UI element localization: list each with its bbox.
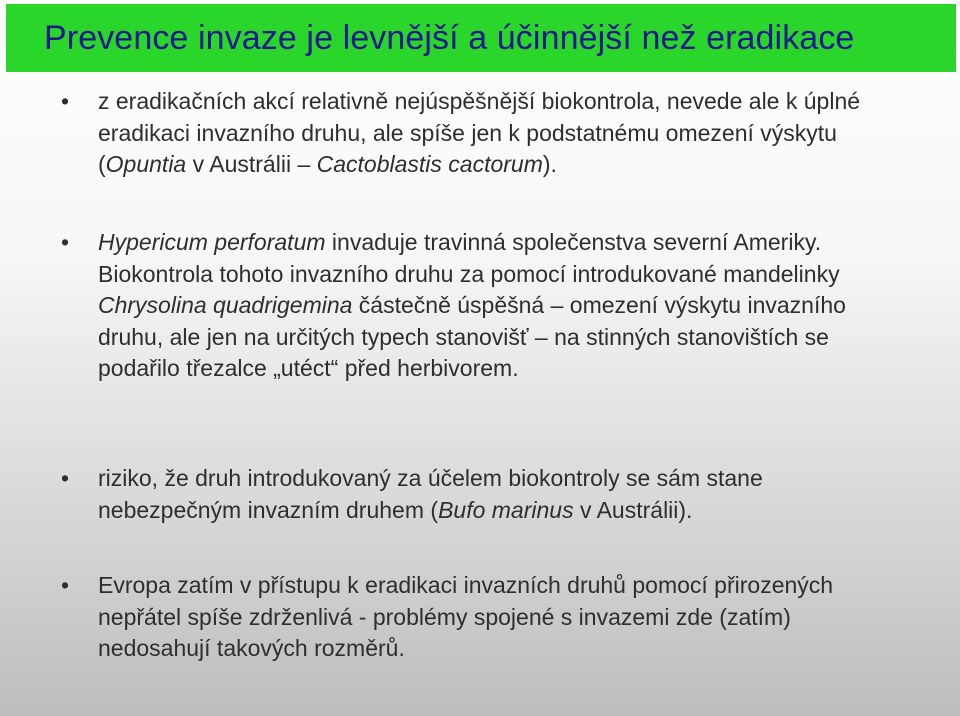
bullet-part-italic: Bufo marinus [438, 496, 574, 523]
bullet-text [98, 570, 888, 665]
bullet-part: Evropa zatím v přístupu k eradikaci invazních druhů pomocí přirozených nepřátel spíše zdrženlivá - problémy spojené s invazemi zde (zatím) nedosahují takových rozměrů. [98, 572, 834, 661]
bullet-part: invaduje travinná společenstva severní Ameriky. Biokontrola tohoto invazního druhu za pomocí introdukované mandelinky [98, 229, 840, 287]
bullet-text [98, 227, 888, 385]
slide-title: Prevence invaze je levnější a účinnější než eradikace [44, 18, 855, 57]
bullet-dot: • [61, 88, 70, 114]
bullet-text [98, 86, 888, 181]
bullet-part: v Austrálii). [573, 496, 693, 523]
bullet-item-2 [61, 227, 888, 385]
title-bar [6, 4, 956, 72]
bullet-text [98, 463, 888, 526]
bullet-part: ). [542, 151, 557, 177]
bullet-part-italic: Opuntia [105, 151, 187, 177]
bullet-part-italic: Hypericum perforatum [98, 229, 326, 255]
bullet-dot: • [61, 465, 70, 491]
bullet-part-italic: Cactoblastis cactorum [316, 151, 543, 177]
bullet-part: částečně úspěšná – omezení výskytu invazního druhu, ale jen na určitých typech stanovišť – na stinných stanovištích se podařilo třezalce „utéct“ před herbivorem. [98, 292, 846, 381]
bullet-dot: • [61, 229, 70, 255]
bullet-part: riziko, že druh introdukovaný za účelem biokontroly se sám stane nebezpečným invazním druhem ( [98, 465, 763, 523]
bullet-item-1 [61, 86, 888, 181]
bullet-item-4 [61, 570, 888, 665]
bullet-dot: • [61, 572, 70, 598]
bullet-part: z eradikačních akcí relativně nejúspěšnější biokontrola, nevede ale k úplné eradikaci invazního druhu, ale spíše jen k podstatnému omezení výskytu ( [98, 88, 861, 177]
bullet-part: v Austrálii – [186, 151, 317, 177]
bullet-part-italic: Chrysolina quadrigemina [98, 292, 353, 318]
bullet-item-3 [61, 463, 888, 526]
